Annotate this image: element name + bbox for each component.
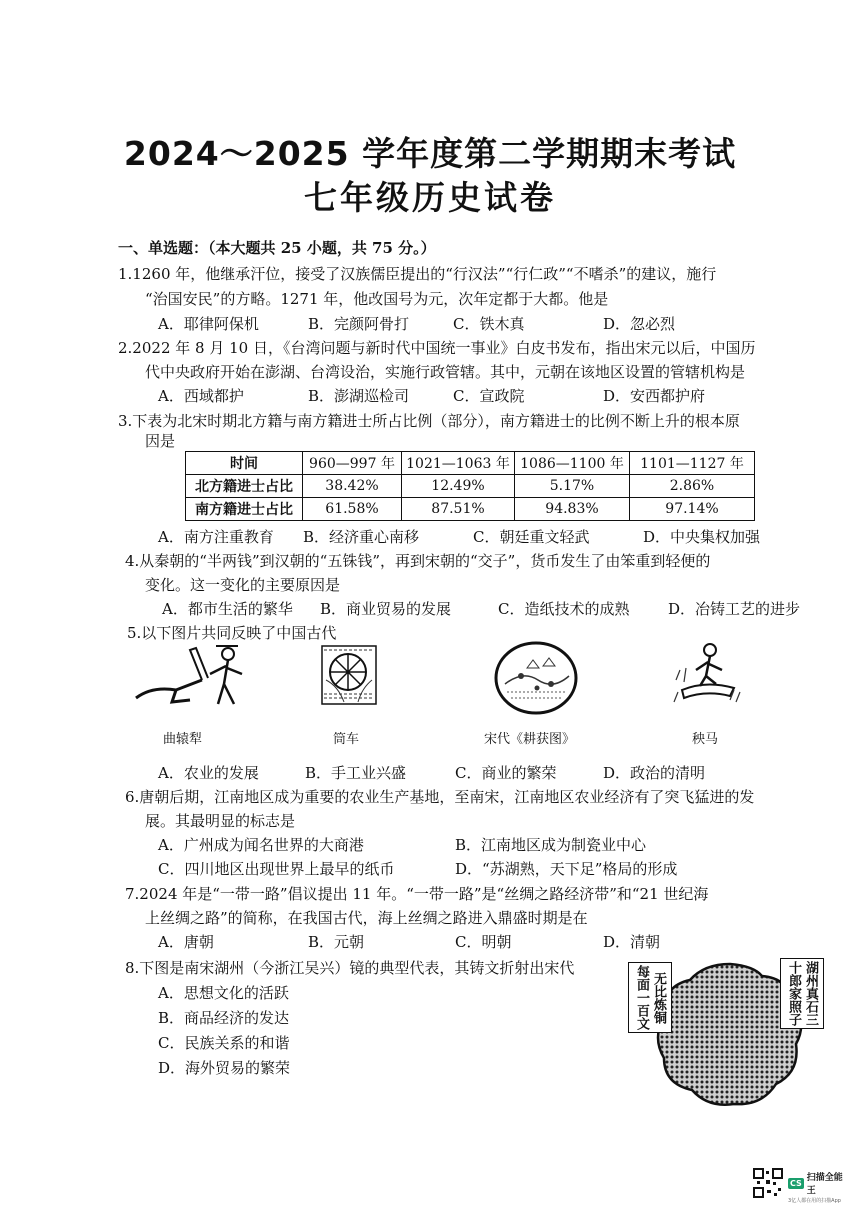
q5-option-a: A．农业的发展 [158,764,259,782]
q5-option-b: B．手工业兴盛 [305,764,407,782]
brand-tagline: 3亿人都在用的扫描App [788,1198,841,1204]
table-cell: 南方籍进士占比 [186,498,303,521]
q4-text-line1: 4.从秦朝的“半两钱”到汉朝的“五铢钱”，再到宋朝的“交子”，货币发生了由笨重到轻便的 [125,552,711,570]
image-caption: 筒车 [333,732,360,747]
table-cell: 94.83% [515,498,630,521]
q2-option-d: D．安西都护府 [603,387,706,405]
q4-text-line2: 变化。这一变化的主要原因是 [145,576,341,594]
q1-option-b: B．完颜阿骨打 [308,315,410,333]
q3-option-b: B．经济重心南移 [303,528,420,546]
table-cell: 2.86% [630,475,755,498]
q6-option-b: B．江南地区成为制瓷业中心 [455,836,647,854]
exam-title: 2024～2025 学年度第二学期期末考试 [123,134,737,173]
q8-option-d: D．海外贸易的繁荣 [158,1059,291,1077]
q2-text-line2: 代中央政府开始在澎湖、台湾设治，实施行政管辖。其中，元朝在该地区设置的管辖机构是 [145,363,746,381]
q2-option-a: A．西域都护 [158,387,244,405]
mirror-inscription-text: 无比炼铜 [651,971,666,1024]
table-header-cell: 时间 [186,452,303,475]
table-header-cell: 1021—1063 年 [402,452,515,475]
q6-text-line1: 6.唐朝后期，江南地区成为重要的农业生产基地，至南宋，江南地区农业经济有了突飞猛进的发 [125,788,755,806]
brand-name: 扫描全能王 [806,1173,843,1196]
q5-text-line1: 5.以下图片共同反映了中国古代 [127,624,337,642]
q5-option-c: C．商业的繁荣 [455,764,557,782]
q3-option-d: D．中央集权加强 [643,528,761,546]
q3-data-table [185,451,755,521]
mirror-inscription-text: 每面一百文 [634,965,649,1030]
q7-option-b: B．元朝 [308,933,365,951]
table-cell: 61.58% [303,498,402,521]
curved-plow-image [132,640,257,710]
image-caption: 曲辕犁 [163,732,203,747]
q5-option-d: D．政治的清明 [603,764,706,782]
table-cell: 5.17% [515,475,630,498]
mirror-inscription-right [780,958,824,1029]
table-cell: 北方籍进士占比 [186,475,303,498]
table-header-cell: 960—997 年 [303,452,402,475]
table-row [186,498,755,521]
q3-option-c: C．朝廷重文轻武 [473,528,590,546]
image-caption: 宋代《耕获图》 [484,732,576,747]
scanner-watermark [788,1170,850,1204]
q4-option-a: A．都市生活的繁华 [162,600,293,618]
table-cell: 97.14% [630,498,755,521]
mirror-inscription-left [628,962,672,1033]
q3-option-a: A．南方注重教育 [158,528,274,546]
exam-subtitle: 七年级历史试卷 [304,178,556,217]
mirror-inscription-text: 湖州真石三 [803,961,818,1026]
q4-option-b: B．商业贸易的发展 [320,600,452,618]
q7-text-line2: 上丝绸之路”的简称，在我国古代，海上丝绸之路进入鼎盛时期是在 [145,909,588,927]
q2-option-b: B．澎湖巡检司 [308,387,410,405]
q6-option-c: C．四川地区出现世界上最早的纸币 [158,860,395,878]
q4-option-c: C．造纸技术的成熟 [498,600,630,618]
image-caption: 秧马 [692,732,719,747]
table-cell: 38.42% [303,475,402,498]
q8-option-a: A．思想文化的活跃 [158,984,289,1002]
table-cell: 87.51% [402,498,515,521]
q1-option-c: C．铁木真 [453,315,525,333]
q6-option-a: A．广州成为闻名世界的大商港 [158,836,364,854]
table-header-cell: 1101—1127 年 [630,452,755,475]
table-row [186,475,755,498]
q7-option-c: C．明朝 [455,933,512,951]
q1-option-a: A．耶律阿保机 [158,315,259,333]
table-header-cell: 1086—1100 年 [515,452,630,475]
q8-option-b: B．商品经济的发达 [158,1009,290,1027]
q3-text-line2: 因是 [145,432,176,450]
rice-transplanter-image [670,640,742,710]
q2-option-c: C．宣政院 [453,387,525,405]
q8-option-c: C．民族关系的和谐 [158,1034,290,1052]
camscanner-logo-icon: CS [790,1178,802,1188]
section-heading: 一、单选题：（本大题共 25 小题，共 75 分。） [118,239,436,257]
q8-text-line1: 8.下图是南宋湖州（今浙江吴兴）镜的典型代表，其铸文折射出宋代 [125,959,575,977]
q1-text-line1: 1.1260 年，他继承汗位，接受了汉族儒臣提出的“行汉法”“行仁政”“不嗜杀”的建议，施行 [118,265,717,283]
q2-text-line1: 2.2022 年 8 月 10 日，《台湾问题与新时代中国统一事业》白皮书发布，指出宋元以后，中国历 [118,339,756,357]
q6-option-d: D．“苏湖熟，天下足”格局的形成 [455,860,678,878]
table-header-row [186,452,755,475]
q4-option-d: D．冶铸工艺的进步 [668,600,801,618]
farming-harvest-painting-image [493,640,579,716]
q3-text-line1: 3.下表为北宋时期北方籍与南方籍进士所占比例（部分），南方籍进士的比例不断上升的根本原 [118,412,740,430]
q1-text-line2: “治国安民”的方略。1271 年，他改国号为元，次年定都于大都。他是 [145,290,609,308]
q7-option-d: D．清朝 [603,933,661,951]
q7-text-line1: 7.2024 年是“一带一路”倡议提出 11 年。“一带一路”是“丝绸之路经济带”和“21 世纪海 [125,885,709,903]
q6-text-line2: 展。其最明显的标志是 [145,812,296,830]
table-cell: 12.49% [402,475,515,498]
qr-code-icon [753,1168,783,1198]
q7-option-a: A．唐朝 [158,933,214,951]
water-wheel-image [318,640,380,710]
mirror-inscription-text: 十郎家照子 [786,961,801,1026]
q1-option-d: D．忽必烈 [603,315,676,333]
